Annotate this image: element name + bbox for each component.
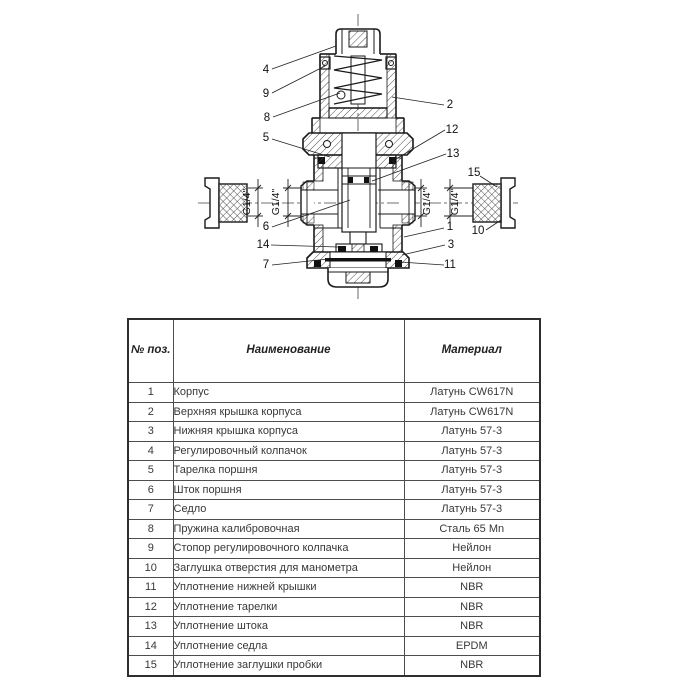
cell-name: Пружина калибровочная: [173, 519, 404, 539]
callout-label-12: 12: [445, 124, 459, 136]
cell-material: Латунь CW617N: [404, 383, 540, 403]
table-row: [128, 617, 540, 637]
cell-num: 11: [128, 578, 173, 598]
cell-material: Латунь 57-3: [404, 422, 540, 442]
cell-num: 1: [128, 383, 173, 403]
cell-num: 4: [128, 441, 173, 461]
table-row: [128, 461, 540, 481]
cell-material: NBR: [404, 617, 540, 637]
table-row: [128, 500, 540, 520]
cell-name: Шток поршня: [173, 480, 404, 500]
port-size-label: G1/4": [421, 188, 433, 216]
cell-num: 12: [128, 597, 173, 617]
header-name: Наименование: [173, 319, 404, 383]
callout-label-5: 5: [262, 132, 270, 144]
stem-seal-right: [364, 177, 369, 183]
cell-num: 2: [128, 402, 173, 422]
parts-table: [127, 318, 541, 677]
cell-name: Уплотнение нижней крышки: [173, 578, 404, 598]
cell-material: Латунь 57-3: [404, 500, 540, 520]
cell-material: Латунь 57-3: [404, 480, 540, 500]
header-material: Материал: [404, 319, 540, 383]
cell-material: Нейлон: [404, 539, 540, 559]
cell-name: Уплотнение штока: [173, 617, 404, 637]
table-row: [128, 422, 540, 442]
cell-material: NBR: [404, 597, 540, 617]
table-row: [128, 441, 540, 461]
table-row: [128, 539, 540, 559]
table-row: [128, 383, 540, 403]
cell-name: Регулировочный колпачок: [173, 441, 404, 461]
cell-material: NBR: [404, 578, 540, 598]
adjusting-cap: [336, 29, 380, 54]
bottom-cup: [328, 268, 388, 287]
cell-num: 13: [128, 617, 173, 637]
table-row: [128, 656, 540, 676]
cell-material: Нейлон: [404, 558, 540, 578]
seat-gasket-band: [325, 258, 391, 262]
header-position-number: № поз.: [128, 319, 173, 383]
cell-name: Стопор регулировочного колпачка: [173, 539, 404, 559]
cell-num: 9: [128, 539, 173, 559]
cell-name: Тарелка поршня: [173, 461, 404, 481]
table-row: [128, 519, 540, 539]
parts-table-body: [128, 383, 540, 676]
cell-num: 10: [128, 558, 173, 578]
table-row: [128, 578, 540, 598]
valve-cross-section-diagram: [0, 0, 700, 310]
callout-label-14: 14: [256, 239, 270, 251]
cell-name: Уплотнение заглушки пробки: [173, 656, 404, 676]
callout-label-10: 10: [471, 225, 485, 237]
cell-num: 5: [128, 461, 173, 481]
callout-label-1: 1: [446, 221, 454, 233]
parts-table-header: [128, 319, 540, 383]
table-row: [128, 597, 540, 617]
cell-num: 3: [128, 422, 173, 442]
cell-material: Латунь CW617N: [404, 402, 540, 422]
callout-label-2: 2: [446, 99, 454, 111]
callout-label-7: 7: [262, 259, 270, 271]
spring-seat: [329, 108, 387, 118]
table-row: [128, 558, 540, 578]
cell-material: Сталь 65 Mn: [404, 519, 540, 539]
cell-material: Латунь 57-3: [404, 461, 540, 481]
cell-num: 14: [128, 636, 173, 656]
cell-name: Седло: [173, 500, 404, 520]
callout-label-9: 9: [262, 88, 270, 100]
cell-num: 15: [128, 656, 173, 676]
cell-name: Корпус: [173, 383, 404, 403]
stem-seal-left: [348, 177, 353, 183]
cap-oring-left: [314, 260, 321, 267]
cell-num: 8: [128, 519, 173, 539]
cell-name: Уплотнение тарелки: [173, 597, 404, 617]
port-size-label: G1/4": [270, 188, 282, 216]
table-row: [128, 636, 540, 656]
cell-name: Нижняя крышка корпуса: [173, 422, 404, 442]
cap-oring-right: [395, 260, 402, 267]
cell-material: Латунь 57-3: [404, 441, 540, 461]
callout-label-4: 4: [262, 64, 270, 76]
cell-name: Заглушка отверстия для манометра: [173, 558, 404, 578]
callout-label-15: 15: [467, 167, 481, 179]
cell-name: Уплотнение седла: [173, 636, 404, 656]
callout-label-3: 3: [447, 239, 455, 251]
callout-label-11: 11: [444, 259, 456, 271]
cell-material: NBR: [404, 656, 540, 676]
table-row: [128, 480, 540, 500]
cell-num: 7: [128, 500, 173, 520]
callout-label-13: 13: [446, 148, 460, 160]
callout-label-8: 8: [263, 112, 271, 124]
piston-stem: [342, 133, 376, 232]
cell-num: 6: [128, 480, 173, 500]
table-row: [128, 402, 540, 422]
port-size-label: G1/4": [449, 188, 461, 216]
cell-name: Верхняя крышка корпуса: [173, 402, 404, 422]
cell-material: EPDM: [404, 636, 540, 656]
port-size-label: G1/4": [241, 188, 253, 216]
calibration-spring: [334, 56, 382, 104]
callout-label-6: 6: [262, 221, 270, 233]
